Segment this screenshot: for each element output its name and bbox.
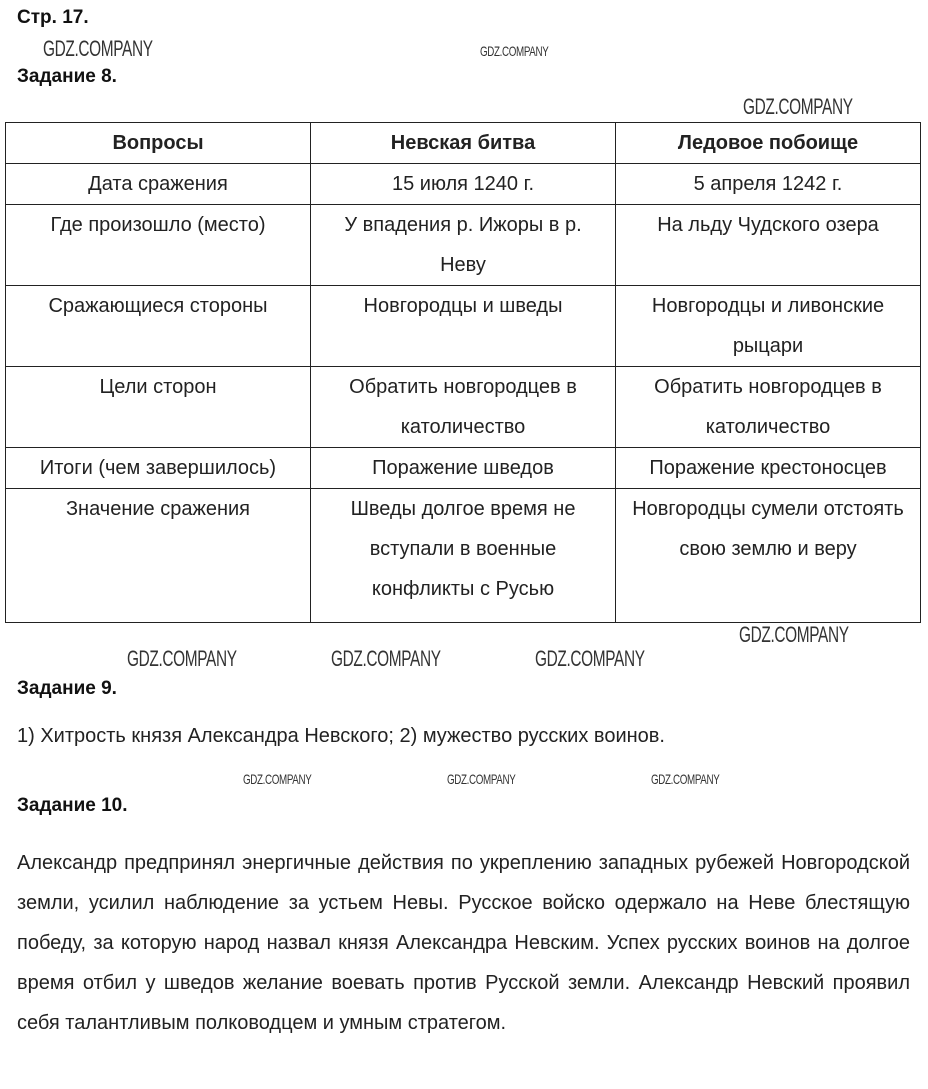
cell: 5 апреля 1242 г. <box>616 164 921 205</box>
cell: Обратить новгородцев в католичество <box>311 367 616 448</box>
battles-table <box>5 122 921 623</box>
header-questions: Вопросы <box>6 123 311 164</box>
cell: Итоги (чем завершилось) <box>6 448 311 489</box>
watermark: GDZ.COMPANY <box>447 771 516 787</box>
watermark: GDZ.COMPANY <box>127 646 237 671</box>
cell: Поражение крестоносцев <box>616 448 921 489</box>
task10-answer: Александр предпринял энергичные действия по укреплению западных рубежей Новгородской земли, усилил наблюдение за устьем Невы. Русское войско одержало на Неве блестящую победу, за которую народ назвал князя Александра Невским. Успех русских воинов на долгое время отбил у шведов желание воевать против Русской земли. Александр Невский проявил себя талантливым полководцем и умным стратегом. <box>17 852 910 1034</box>
cell: Где произошло (место) <box>6 205 311 286</box>
watermark: GDZ.COMPANY <box>535 646 645 671</box>
cell: Сражающиеся стороны <box>6 286 311 367</box>
watermark: GDZ.COMPANY <box>480 43 549 59</box>
table-header-row <box>6 123 921 164</box>
watermark: GDZ.COMPANY <box>331 646 441 671</box>
cell: Новгородцы и ливонские рыцари <box>616 286 921 367</box>
watermark: GDZ.COMPANY <box>743 94 853 119</box>
task8-title: Задание 8. <box>17 66 117 87</box>
task9-answer: 1) Хитрость князя Александра Невского; 2) мужество русских воинов. <box>17 725 665 747</box>
cell: Цели сторон <box>6 367 311 448</box>
cell: Дата сражения <box>6 164 311 205</box>
header-ice: Ледовое побоище <box>616 123 921 164</box>
cell: Шведы долгое время не вступали в военные конфликты с Русью <box>311 489 616 623</box>
watermark: GDZ.COMPANY <box>739 622 849 647</box>
watermark: GDZ.COMPANY <box>243 771 312 787</box>
watermark: GDZ.COMPANY <box>43 36 153 61</box>
table-row <box>6 448 921 489</box>
table-row <box>6 286 921 367</box>
cell: На льду Чудского озера <box>616 205 921 286</box>
cell: У впадения р. Ижоры в р. Неву <box>311 205 616 286</box>
page-label: Стр. 17. <box>17 7 89 28</box>
table-row <box>6 205 921 286</box>
task10-title: Задание 10. <box>17 795 128 816</box>
table-row <box>6 489 921 623</box>
cell: 15 июля 1240 г. <box>311 164 616 205</box>
header-neva: Невская битва <box>311 123 616 164</box>
cell: Новгородцы сумели отстоять свою землю и веру <box>616 489 921 623</box>
cell: Обратить новгородцев в католичество <box>616 367 921 448</box>
cell: Новгородцы и шведы <box>311 286 616 367</box>
cell: Значение сражения <box>6 489 311 623</box>
table-row <box>6 164 921 205</box>
table-row <box>6 367 921 448</box>
cell: Поражение шведов <box>311 448 616 489</box>
task9-title: Задание 9. <box>17 678 117 699</box>
watermark: GDZ.COMPANY <box>651 771 720 787</box>
